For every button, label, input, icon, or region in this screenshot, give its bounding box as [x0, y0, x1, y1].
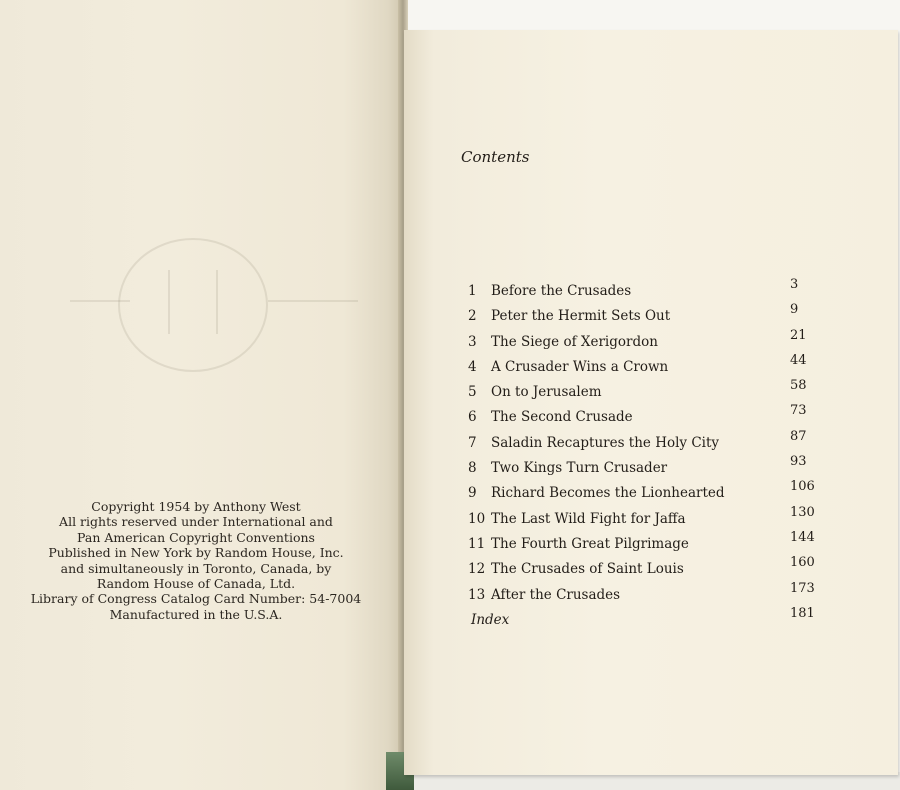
- chapter-number: 5: [468, 384, 477, 401]
- copyright-line: Random House of Canada, Ltd.: [96, 576, 296, 592]
- chapter-page: 73: [790, 403, 807, 419]
- chapter-page: 130: [790, 504, 815, 520]
- chapter-number: 1: [468, 283, 477, 299]
- chapter-page: 44: [790, 352, 807, 368]
- copyright-block: [16, 499, 376, 622]
- chapter-title: A Crusader Wins a Crown: [491, 358, 669, 375]
- toc-entry: [468, 352, 828, 380]
- chapter-number: 9: [468, 485, 477, 502]
- chapter-title: Two Kings Turn Crusader: [491, 460, 668, 477]
- toc-entry: [468, 304, 828, 329]
- chapter-title: Peter the Hermit Sets Out: [491, 308, 671, 325]
- chapter-title: Saladin Recaptures the Holy City: [491, 434, 720, 451]
- copyright-line: Manufactured in the U.S.A.: [109, 606, 283, 622]
- show-through-rule: [70, 300, 130, 302]
- toc-entry: [468, 504, 828, 532]
- toc-entry: [468, 327, 828, 355]
- copyright-line: and simultaneously in Toronto, Canada, by: [60, 560, 332, 576]
- toc-entry: [468, 380, 828, 405]
- chapter-title: The Last Wild Fight for Jaffa: [491, 510, 686, 527]
- chapter-page: 160: [790, 555, 815, 571]
- chapter-number: 7: [468, 434, 477, 451]
- toc-entry: [468, 428, 828, 456]
- show-through-seal-emblem: [118, 238, 268, 372]
- chapter-number: 6: [468, 409, 477, 426]
- left-page-copyright: [0, 0, 404, 790]
- chapter-number: 2: [468, 308, 477, 325]
- chapter-number: 3: [468, 333, 477, 350]
- chapter-page: 21: [790, 327, 807, 343]
- toc-entry: [468, 557, 828, 582]
- chapter-title: The Second Crusade: [491, 409, 633, 426]
- toc-entry: [468, 405, 828, 430]
- chapter-page: 144: [790, 529, 815, 545]
- chapter-number: 4: [468, 358, 477, 375]
- copyright-line: All rights reserved under International and: [59, 514, 333, 530]
- chapter-page: 106: [790, 479, 815, 495]
- chapter-page: 173: [790, 580, 815, 596]
- index-page: 181: [790, 605, 815, 621]
- chapter-title: Before the Crusades: [491, 283, 632, 299]
- chapter-page: 9: [790, 302, 799, 318]
- index-title: Index: [471, 611, 510, 628]
- chapter-page: 58: [790, 378, 807, 394]
- copyright-line: Published in New York by Random House, Inc.: [48, 545, 344, 561]
- show-through-rule: [268, 300, 358, 302]
- table-of-contents: [468, 279, 828, 633]
- toc-index-entry: [468, 605, 828, 633]
- chapter-title: On to Jerusalem: [491, 384, 602, 401]
- toc-entry: [468, 481, 828, 506]
- chapter-title: The Crusades of Saint Louis: [491, 561, 684, 578]
- copyright-line: Pan American Copyright Conventions: [77, 529, 315, 545]
- chapter-title: After the Crusades: [491, 586, 621, 603]
- chapter-number: 11: [468, 535, 486, 552]
- toc-entry: [468, 279, 828, 304]
- chapter-title: Richard Becomes the Lionhearted: [491, 485, 725, 502]
- copyright-line: Copyright 1954 by Anthony West: [91, 499, 301, 514]
- contents-heading: Contents: [461, 148, 530, 166]
- toc-entry: [468, 529, 828, 557]
- copyright-line: Library of Congress Catalog Card Number: 54-7004: [30, 591, 362, 607]
- toc-entry: [468, 456, 828, 481]
- chapter-page: 3: [790, 277, 799, 292]
- chapter-number: 13: [468, 586, 486, 603]
- chapter-title: The Siege of Xerigordon: [491, 333, 658, 350]
- toc-entry: [468, 580, 828, 608]
- chapter-number: 10: [468, 510, 486, 527]
- chapter-page: 93: [790, 454, 807, 470]
- chapter-title: The Fourth Great Pilgrimage: [491, 535, 689, 552]
- chapter-page: 87: [790, 428, 807, 444]
- chapter-number: 12: [468, 561, 486, 578]
- chapter-number: 8: [468, 460, 477, 477]
